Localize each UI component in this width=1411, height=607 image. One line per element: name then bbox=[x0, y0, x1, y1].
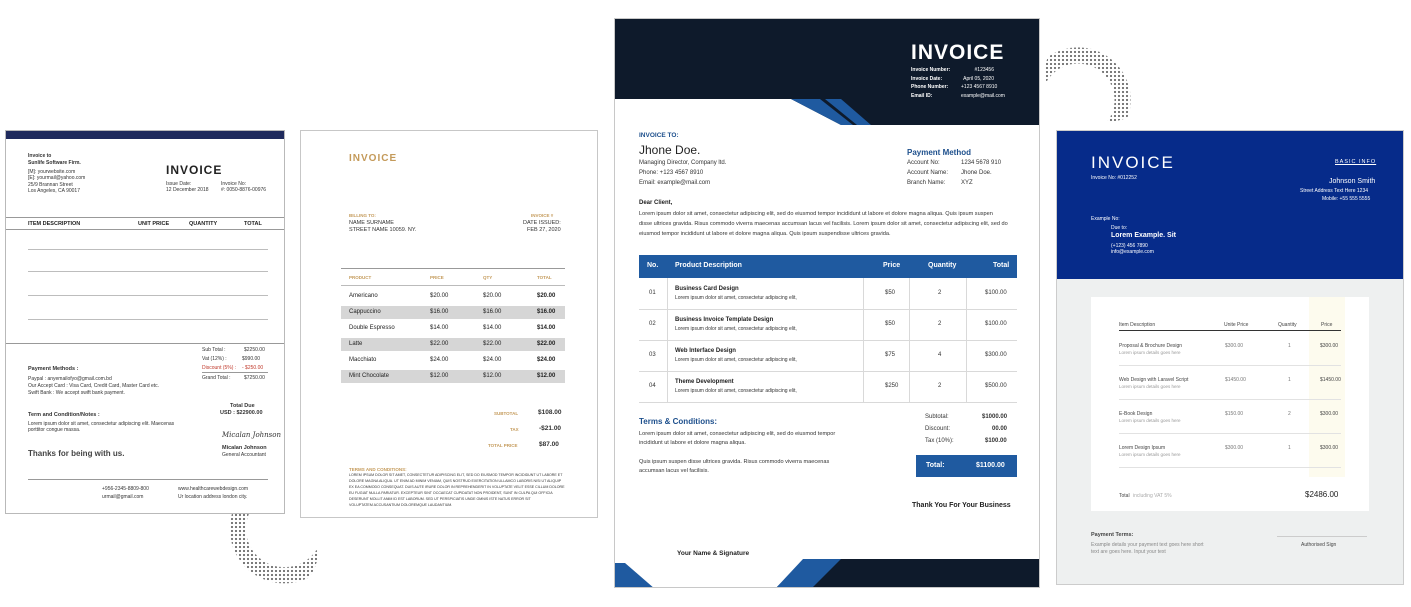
header-rule bbox=[1119, 330, 1341, 331]
item-name: Lorem Design Ipsum bbox=[1119, 445, 1166, 451]
total-price-label: TOTAL PRICE bbox=[488, 443, 518, 448]
address-line-2: Los Angeles, CA 90017 bbox=[28, 188, 80, 194]
table-row bbox=[639, 340, 1017, 372]
terms-title: TERMS AND CONDITIONS: bbox=[349, 467, 407, 472]
blank-row bbox=[28, 271, 268, 272]
table-top-rule bbox=[6, 217, 284, 218]
item-unit-price: $150.00 bbox=[1225, 411, 1244, 417]
cell-qty: 2 bbox=[938, 383, 942, 389]
footer-rule bbox=[28, 479, 268, 480]
column-divider bbox=[909, 309, 910, 340]
column-divider bbox=[863, 309, 864, 340]
cell-price: $250 bbox=[885, 383, 899, 389]
col-item-description: ITEM DESCRIPTION bbox=[28, 221, 81, 227]
payment-label: Account No: bbox=[907, 160, 940, 166]
terms-line-1: LOREM IPSUM DOLOR SIT AMET, CONSECTETUR ADIPISCING ELIT, SED DO EIUSMOD TEMPOR INCIDIDUNT UT LABORE ET bbox=[349, 473, 563, 477]
contact-address: Street Address Text Here 1234 bbox=[1300, 188, 1369, 194]
invoice-number-label: INVOICE # bbox=[531, 213, 554, 218]
col-qty: QTY bbox=[483, 275, 493, 280]
payment-value: 1234 5678 910 bbox=[961, 160, 1002, 166]
discount-label: Discount (5%) : bbox=[202, 365, 237, 371]
authorised-sign: Authorised Sign bbox=[1301, 542, 1337, 548]
terms-line-6: VOLUPTATEM ACCUSANTIUM DOLOREMQUE LAUDANTIUM. bbox=[349, 503, 453, 507]
cell-no: 03 bbox=[649, 352, 656, 358]
payment-card: Our Accept Card : Visa Card, Credit Card, Master Card etc. bbox=[28, 383, 160, 389]
vat-label: Vat (12%) : bbox=[202, 356, 227, 362]
blank-row bbox=[28, 319, 268, 320]
halftone-swirl-top bbox=[1045, 22, 1163, 122]
invoice-template-1[interactable] bbox=[5, 130, 285, 514]
column-divider bbox=[863, 278, 864, 309]
total-price-value: $87.00 bbox=[539, 441, 559, 448]
intro-line-3: eiusmod tempor incididunt ut labore et dolore magna aliqua. Quis ipsum suspendisse ultrices gravida. bbox=[639, 231, 891, 237]
vat-value: $990.00 bbox=[242, 356, 261, 362]
footer-phone: +956-2345-8809-800 bbox=[102, 486, 149, 492]
total-value: $2486.00 bbox=[1305, 490, 1339, 499]
cell-total: $20.00 bbox=[537, 293, 556, 299]
contact-name: Johnson Smith bbox=[1329, 178, 1376, 185]
cell-product: Mint Chocolate bbox=[349, 373, 390, 379]
signer-name: Micalan Johnson bbox=[222, 445, 267, 451]
terms-line-4: accumsan lacus vel facilisis. bbox=[639, 468, 709, 474]
invoice-title: INVOICE bbox=[911, 41, 1005, 64]
table-row bbox=[639, 309, 1017, 341]
cell-product: Latte bbox=[349, 341, 363, 347]
client-name: Jhone Doe. bbox=[639, 143, 701, 157]
website: [M]: yourwebsite.com bbox=[28, 169, 76, 175]
invoice-title: INVOICE bbox=[349, 153, 398, 164]
item-unit-price: $1450.00 bbox=[1225, 377, 1246, 383]
invoice-template-3[interactable] bbox=[614, 18, 1040, 588]
col-description: Product Description bbox=[675, 262, 742, 269]
item-desc: Lorem ipsum details goes here bbox=[1119, 350, 1181, 355]
cell-total: $12.00 bbox=[537, 373, 556, 379]
issue-date-label: Issue Date: bbox=[166, 181, 192, 187]
signature-script: Micalan Johnson bbox=[222, 431, 281, 439]
table-header-rule bbox=[341, 285, 565, 286]
meta-label: Invoice Number: bbox=[911, 67, 951, 73]
item-total: $300.00 bbox=[1320, 343, 1339, 349]
total-label: Total bbox=[1119, 493, 1130, 499]
row-divider bbox=[1119, 433, 1341, 434]
column-divider bbox=[909, 371, 910, 402]
payment-terms-line-2: text are goes here. Input your text bbox=[1091, 549, 1166, 555]
client-email: Email: example@mail.com bbox=[639, 180, 711, 186]
cell-no: 02 bbox=[649, 321, 656, 327]
subtotal-value: $108.00 bbox=[538, 409, 562, 416]
payment-methods-title: Payment Methods : bbox=[28, 366, 79, 372]
footer-banner bbox=[615, 559, 1040, 588]
col-no: No. bbox=[647, 262, 659, 269]
total-value: $1100.00 bbox=[976, 462, 1005, 469]
cell-total: $14.00 bbox=[537, 325, 556, 331]
cell-price: $50 bbox=[885, 290, 896, 296]
billing-to-label: BILLING TO: bbox=[349, 213, 376, 218]
table-row bbox=[341, 322, 565, 335]
invoice-template-2[interactable] bbox=[300, 130, 598, 518]
terms-line-2: incididunt ut labore et dolore magna aliqua. bbox=[639, 440, 746, 446]
invoice-template-4[interactable] bbox=[1056, 130, 1404, 585]
cell-name: Web Interface Design bbox=[675, 348, 736, 354]
signature-line bbox=[1277, 536, 1367, 537]
cell-product: Americano bbox=[349, 293, 378, 299]
cell-name: Business Invoice Template Design bbox=[675, 317, 774, 323]
signer-role: General Accountant bbox=[222, 452, 266, 458]
cell-total: $100.00 bbox=[985, 321, 1007, 327]
column-divider bbox=[909, 278, 910, 309]
thank-you-message: Thank You For Your Business bbox=[912, 502, 1011, 509]
col-quantity: Quantity bbox=[928, 262, 957, 269]
col-product: PRODUCT bbox=[349, 275, 372, 280]
payment-terms-line-1: Example details your payment text goes here short bbox=[1091, 542, 1204, 548]
meta-value: +123 4567 8910 bbox=[961, 84, 998, 90]
cell-desc: Lorem ipsum dolor sit amet, consectetur adipiscing elit, bbox=[675, 295, 797, 301]
table-row bbox=[341, 306, 565, 319]
date-issued-label: DATE ISSUED: bbox=[523, 220, 561, 226]
item-qty: 1 bbox=[1288, 377, 1291, 383]
header-banner bbox=[615, 19, 1040, 129]
col-price: Price bbox=[883, 262, 901, 269]
payment-terms-title: Payment Terms: bbox=[1091, 532, 1134, 538]
example-no-label: Example No: bbox=[1091, 216, 1120, 222]
terms-title: Terms & Conditions: bbox=[639, 417, 718, 426]
payment-value: Jhone Doe. bbox=[961, 170, 992, 176]
invoice-to-label: INVOICE TO: bbox=[639, 132, 679, 139]
payment-label: Account Name: bbox=[907, 170, 949, 176]
cell-desc: Lorem ipsum dolor sit amet, consectetur adipiscing elit, bbox=[675, 357, 797, 363]
tax-value: -$21.00 bbox=[539, 425, 562, 432]
col-quantity: Quantity bbox=[1278, 322, 1297, 328]
payment-bank: Swift Bank : We accept swift bank payment. bbox=[28, 390, 125, 396]
header-bar bbox=[6, 131, 284, 139]
tax-value: $100.00 bbox=[985, 438, 1007, 444]
item-name: Web Design with Laravel Script bbox=[1119, 377, 1189, 383]
terms-line-2: porttitor congue massa. bbox=[28, 427, 81, 433]
cell-qty: 2 bbox=[938, 321, 942, 327]
column-divider bbox=[667, 340, 668, 371]
terms-line-1: Lorem ipsum dolor sit amet, consectetur adipiscing elit, sed do eiusmod tempor bbox=[639, 431, 836, 437]
subtotal-label: Subtotal: bbox=[925, 414, 949, 420]
greeting: Dear Client, bbox=[639, 200, 673, 206]
intro-line-2: disse ultrices gravida. Risus commodo viverra maecenas accumsan lacus vel facilisis. Lorem ipsum dolor sit amet, consectetur adipiscing elit, sed do bbox=[639, 221, 1008, 227]
column-divider bbox=[667, 278, 668, 309]
billing-name: NAME SURNAME bbox=[349, 220, 394, 226]
cell-price: $16.00 bbox=[430, 309, 449, 315]
col-price: Price bbox=[1321, 322, 1333, 328]
terms-line-5: DESERUNT MOLLIT ANIM ID EST LABORUM. SED UT PERSPICIATIS UNDE OMNIS ISTE NATUS ERROR SIT bbox=[349, 497, 531, 501]
cell-name: Business Card Design bbox=[675, 286, 739, 292]
total-box bbox=[916, 455, 1017, 477]
cell-desc: Lorem ipsum dolor sit amet, consectetur adipiscing elit, bbox=[675, 388, 797, 394]
cell-price: $12.00 bbox=[430, 373, 449, 379]
total-note: including VAT 5% bbox=[1133, 493, 1172, 499]
cell-price: $75 bbox=[885, 352, 896, 358]
client-phone: Phone: +123 4567 8910 bbox=[639, 170, 704, 176]
client-email: info@example.com bbox=[1111, 249, 1154, 255]
item-unit-price: $300.00 bbox=[1225, 343, 1244, 349]
terms-title: Term and Condition/Notes : bbox=[28, 412, 100, 418]
cell-name: Theme Development bbox=[675, 379, 734, 385]
cell-price: $20.00 bbox=[430, 293, 449, 299]
tax-label: Tax (10%): bbox=[925, 438, 954, 444]
col-total: TOTAL bbox=[537, 275, 552, 280]
thanks-message: Thanks for being with us. bbox=[28, 449, 125, 458]
footer-website: www.healthcarewebdesign.com bbox=[178, 486, 249, 492]
item-desc: Lorem ipsum details goes here bbox=[1119, 452, 1181, 457]
table-row bbox=[341, 290, 565, 303]
invoice-no-value: #: 0050-8876-00976 bbox=[221, 187, 267, 193]
cell-qty: $14.00 bbox=[483, 325, 502, 331]
item-name: Proposal & Brochure Design bbox=[1119, 343, 1183, 349]
due-to-label: Due to: bbox=[1111, 225, 1128, 231]
col-total: TOTAL bbox=[244, 221, 262, 227]
subtotal-value: $2250.00 bbox=[244, 347, 265, 353]
cell-price: $24.00 bbox=[430, 357, 449, 363]
payment-method-title: Payment Method bbox=[907, 148, 972, 157]
cell-product: Double Espresso bbox=[349, 325, 395, 331]
cell-total: $300.00 bbox=[985, 352, 1007, 358]
table-row bbox=[341, 354, 565, 367]
cell-qty: 4 bbox=[938, 352, 942, 358]
basic-info-label: BASIC INFO bbox=[1335, 159, 1377, 165]
table-row bbox=[639, 278, 1017, 310]
row-divider bbox=[1119, 365, 1341, 366]
discount-label: Discount: bbox=[925, 426, 951, 432]
client-name: Lorem Example. Sit bbox=[1111, 232, 1176, 239]
meta-label: Email ID: bbox=[911, 92, 933, 99]
cell-no: 04 bbox=[649, 383, 656, 389]
cell-qty: $16.00 bbox=[483, 309, 502, 315]
client-role: Managing Director, Company ltd. bbox=[639, 160, 727, 166]
contact-mobile: Mobile: +55 555 5555 bbox=[1322, 196, 1371, 202]
cell-total: $24.00 bbox=[537, 357, 556, 363]
cell-qty: $12.00 bbox=[483, 373, 502, 379]
item-total: $300.00 bbox=[1320, 411, 1339, 417]
column-divider bbox=[909, 340, 910, 371]
grand-total-label: Grand Total : bbox=[202, 375, 231, 381]
cell-product: Macchiato bbox=[349, 357, 377, 363]
invoice-to-label: Invoice to bbox=[28, 153, 52, 159]
item-qty: 1 bbox=[1288, 343, 1291, 349]
item-unit-price: $300.00 bbox=[1225, 445, 1244, 451]
product-table-header bbox=[639, 255, 1017, 278]
meta-value: April 05, 2020 bbox=[963, 75, 994, 82]
table-row bbox=[639, 371, 1017, 403]
issue-date-value: 12 December 2018 bbox=[166, 187, 209, 193]
footer-email: urmail@gmail.com bbox=[102, 494, 144, 500]
col-unit-price: Unite Price bbox=[1224, 322, 1249, 328]
payment-value: XYZ bbox=[961, 180, 973, 186]
cell-qty: $22.00 bbox=[483, 341, 502, 347]
invoice-to-name: Sunlife Software Firm. bbox=[28, 160, 81, 166]
payment-label: Branch Name: bbox=[907, 180, 946, 186]
column-divider bbox=[863, 371, 864, 402]
footer-address: Ur location address london city. bbox=[178, 494, 248, 500]
table-row bbox=[341, 338, 565, 351]
col-unit-price: UNIT PRICE bbox=[138, 221, 170, 227]
date-issued-value: FEB 27, 2020 bbox=[527, 227, 561, 233]
cell-qty: $24.00 bbox=[483, 357, 502, 363]
intro-line-1: Lorem ipsum dolor sit amet, consectetur adipiscing elit, sed do eiusmod tempor incididunt ut labore et dolore magna aliqua. Quis ipsum suspen bbox=[639, 211, 993, 217]
blank-row bbox=[28, 295, 268, 296]
cell-total: $100.00 bbox=[985, 290, 1007, 296]
total-due-value: USD : $22900.00 bbox=[220, 410, 263, 416]
email: [E]: yourmail@yahoo.com bbox=[28, 175, 86, 181]
cell-total: $500.00 bbox=[985, 383, 1007, 389]
item-total: $300.00 bbox=[1320, 445, 1339, 451]
terms-line-3: Quis ipsum suspen disse ultrices gravida. Risus commodo viverra maecenas bbox=[639, 459, 830, 465]
column-divider bbox=[966, 371, 967, 402]
tax-label: TAX bbox=[510, 427, 519, 432]
cell-qty: $20.00 bbox=[483, 293, 502, 299]
column-divider bbox=[667, 371, 668, 402]
meta-value: #123456 bbox=[974, 67, 994, 73]
grand-total-value: $7250.00 bbox=[244, 375, 265, 381]
column-divider bbox=[966, 340, 967, 371]
invoice-number: Invoice No: #012252 bbox=[1091, 175, 1137, 181]
item-name: E-Book Design bbox=[1119, 411, 1153, 417]
row-divider bbox=[1119, 467, 1341, 468]
meta-label: Invoice Date: bbox=[911, 75, 943, 82]
terms-line-4: EU FUGIAT NULLA PARIATUR. EXCEPTEUR SINT OCCAECAT CUPIDATAT NON PROIDENT, SUNT IN CULPA QUI OFFICIA bbox=[349, 491, 553, 495]
column-divider bbox=[966, 278, 967, 309]
table-header-rule bbox=[6, 229, 284, 230]
items-card bbox=[1091, 297, 1369, 511]
col-price: PRICE bbox=[430, 275, 444, 280]
payment-paypal: Paypal : anyemailofyo@gmail.com.bd bbox=[28, 376, 112, 382]
subtotal-value: $1000.00 bbox=[982, 414, 1008, 420]
invoice-title: INVOICE bbox=[166, 163, 223, 177]
table-row bbox=[341, 370, 565, 383]
address-line-1: 25/9 Brannan Street bbox=[28, 182, 73, 188]
cell-no: 01 bbox=[649, 290, 656, 296]
cell-price: $14.00 bbox=[430, 325, 449, 331]
item-desc: Lorem ipsum details goes here bbox=[1119, 418, 1181, 423]
column-divider bbox=[863, 340, 864, 371]
cell-price: $50 bbox=[885, 321, 896, 327]
subtotal-label: Sub Total : bbox=[202, 347, 226, 353]
blank-row bbox=[28, 249, 268, 250]
column-divider bbox=[667, 309, 668, 340]
subtotal-label: SUBTOTAL bbox=[494, 411, 519, 416]
meta-label: Phone Number: bbox=[911, 84, 949, 90]
col-total: Total bbox=[993, 262, 1010, 269]
cell-price: $22.00 bbox=[430, 341, 449, 347]
invoice-no-label: Invoice No: bbox=[221, 181, 247, 187]
terms-line-1: Lorem ipsum dolor sit amet, consectetur adipiscing elit. Maecenas bbox=[28, 421, 175, 427]
invoice-title: INVOICE bbox=[1091, 153, 1175, 172]
cell-product: Cappuccino bbox=[349, 309, 381, 315]
cell-total: $16.00 bbox=[537, 309, 556, 315]
grand-total-rule bbox=[202, 372, 268, 373]
col-quantity: QUANTITY bbox=[189, 221, 218, 227]
item-total: $1450.00 bbox=[1320, 377, 1341, 383]
total-due-label: Total Due bbox=[230, 403, 255, 409]
item-qty: 1 bbox=[1288, 445, 1291, 451]
cell-qty: 2 bbox=[938, 290, 942, 296]
table-bottom-rule bbox=[6, 343, 284, 344]
discount-value: 00.00 bbox=[992, 426, 1008, 432]
col-item-description: Item Description bbox=[1119, 322, 1156, 328]
client-phone: (+123) 456 7890 bbox=[1111, 243, 1148, 249]
terms-line-3: EX EA COMMODO CONSEQUAT. DUIS AUTE IRURE DOLOR IN REPREHENDERIT IN VOLUPTATE VELIT ESSE CILLUM DOLORE bbox=[349, 485, 565, 489]
terms-line-2: DOLORE MAGNA ALIQUA. UT ENIM AD MINIM VENIAM, QUIS NOSTRUD EXERCITATION ULLAMCO LABORIS NISI UT ALIQUIP bbox=[349, 479, 562, 483]
table-top-rule bbox=[341, 268, 565, 269]
billing-street: STREET NAME 10059. NY. bbox=[349, 227, 417, 233]
item-desc: Lorem ipsum details goes here bbox=[1119, 384, 1181, 389]
discount-value: - $250.00 bbox=[242, 365, 264, 371]
row-divider bbox=[1119, 399, 1341, 400]
halftone-swirl-bottom bbox=[198, 505, 318, 600]
column-divider bbox=[966, 309, 967, 340]
total-label: Total: bbox=[926, 462, 945, 469]
cell-total: $22.00 bbox=[537, 341, 556, 347]
signature-label: Your Name & Signature bbox=[677, 550, 750, 557]
item-qty: 2 bbox=[1288, 411, 1291, 417]
meta-value: example@mail.com bbox=[961, 92, 1005, 99]
cell-desc: Lorem ipsum dolor sit amet, consectetur adipiscing elit, bbox=[675, 326, 797, 332]
